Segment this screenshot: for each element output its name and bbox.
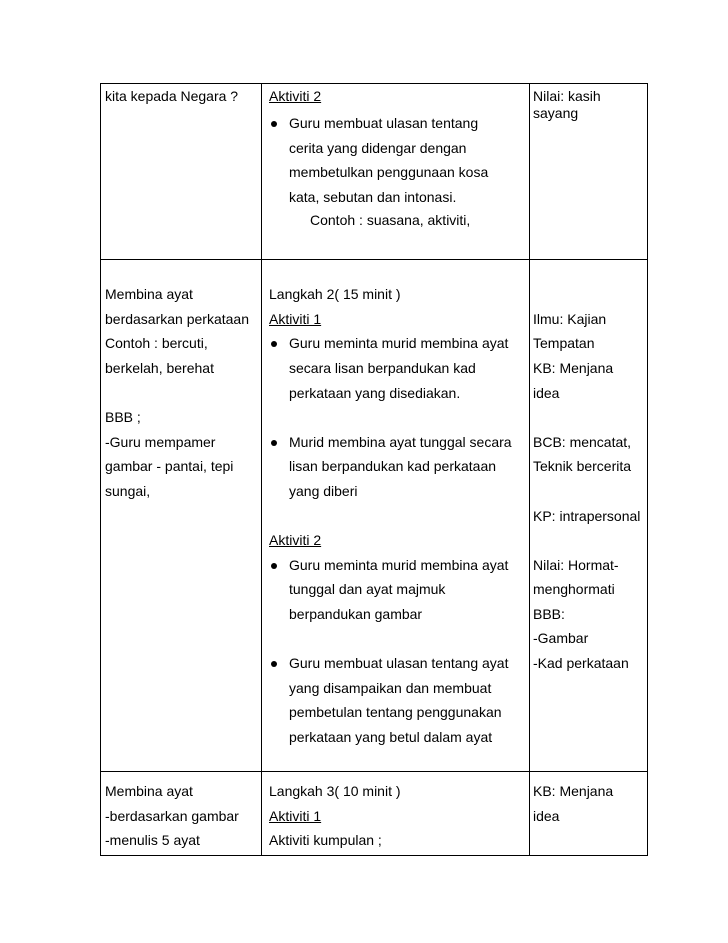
row2-col3-line: Tempatan bbox=[533, 335, 595, 351]
row2-col3-line: BBB: bbox=[533, 606, 565, 622]
row2-bullet-line: yang disampaikan dan membuat bbox=[289, 680, 492, 696]
table-border-left bbox=[100, 83, 101, 856]
row1-activity-heading: Aktiviti 2 bbox=[269, 88, 322, 104]
row2-col3-line: idea bbox=[533, 385, 560, 401]
row1-bullet-line: membetulkan penggunaan kosa bbox=[289, 164, 489, 180]
row2-col1-line: -Guru mempamer bbox=[105, 434, 216, 450]
row2-col1-line: Membina ayat bbox=[105, 286, 193, 302]
row1-bullet-line: cerita yang didengar dengan bbox=[289, 140, 467, 156]
row3-col3-line: KB: Menjana bbox=[533, 783, 614, 799]
row3-col1-line: -menulis 5 ayat bbox=[105, 832, 200, 848]
row3-col1-line: -berdasarkan gambar bbox=[105, 808, 239, 824]
row1-col3-line: sayang bbox=[533, 105, 579, 121]
row2-bullet-line: lisan berpandukan kad perkataan bbox=[289, 458, 497, 474]
row2-col3-line: Nilai: Hormat- bbox=[533, 557, 619, 573]
row2-bullet-line: pembetulan tentang penggunakan bbox=[289, 704, 502, 720]
row2-col3-line: KP: intrapersonal bbox=[533, 508, 641, 524]
row2-bullet-line: Guru meminta murid membina ayat bbox=[289, 557, 509, 573]
row2-bullet-line: berpandukan gambar bbox=[289, 606, 423, 622]
row2-bullet-line: Guru membuat ulasan tentang ayat bbox=[289, 655, 509, 671]
row1-bullet-line: Guru membuat ulasan tentang bbox=[289, 115, 479, 131]
row2-col3-line: KB: Menjana bbox=[533, 360, 614, 376]
lesson-plan-table bbox=[100, 83, 648, 856]
row-divider-1 bbox=[100, 259, 648, 260]
row1-col3-line: Nilai: kasih bbox=[533, 88, 601, 104]
row3-activity-text: Aktiviti kumpulan ; bbox=[269, 832, 382, 848]
row3-step-title: Langkah 3( 10 minit ) bbox=[269, 783, 401, 799]
row2-bullet-line: tunggal dan ayat majmuk bbox=[289, 581, 446, 597]
row2-col1-line: berkelah, berehat bbox=[105, 360, 214, 376]
row1-bullet-line: kata, sebutan dan intonasi. bbox=[289, 189, 457, 205]
table-border-top bbox=[100, 83, 648, 84]
row2-col3-line: menghormati bbox=[533, 581, 615, 597]
table-border-right bbox=[647, 83, 648, 856]
bullet-icon bbox=[271, 563, 277, 569]
row2-step-title: Langkah 2( 15 minit ) bbox=[269, 286, 401, 302]
bullet-icon bbox=[271, 121, 277, 127]
row3-col3-line: idea bbox=[533, 808, 560, 824]
column-divider-1 bbox=[261, 83, 262, 856]
row2-col1-line: Contoh : bercuti, bbox=[105, 335, 208, 351]
column-divider-2 bbox=[529, 83, 530, 856]
row2-col1-line: berdasarkan perkataan bbox=[105, 311, 249, 327]
row2-col3-line: BCB: mencatat, bbox=[533, 434, 632, 450]
row2-bullet-line: secara lisan berpandukan kad bbox=[289, 360, 476, 376]
row2-activity2-heading: Aktiviti 2 bbox=[269, 532, 322, 548]
table-border-bottom bbox=[100, 855, 648, 856]
row2-activity1-heading: Aktiviti 1 bbox=[269, 311, 322, 327]
row2-col1-line: sungai, bbox=[105, 483, 151, 499]
row2-col3-line: -Gambar bbox=[533, 630, 589, 646]
bullet-icon bbox=[271, 661, 277, 667]
row2-col1-line: gambar - pantai, tepi bbox=[105, 458, 234, 474]
row-divider-2 bbox=[100, 771, 648, 772]
bullet-icon bbox=[271, 341, 277, 347]
row2-col3-line: Ilmu: Kajian bbox=[533, 311, 607, 327]
row3-activity-heading: Aktiviti 1 bbox=[269, 808, 322, 824]
row2-col1-line: BBB ; bbox=[105, 409, 141, 425]
row2-bullet-line: Murid membina ayat tunggal secara bbox=[289, 434, 512, 450]
row1-example-line: Contoh : suasana, aktiviti, bbox=[310, 212, 471, 228]
bullet-icon bbox=[271, 440, 277, 446]
row2-col3-line: -Kad perkataan bbox=[533, 655, 629, 671]
row1-col1-line: kita kepada Negara ? bbox=[105, 88, 239, 104]
row2-bullet-line: perkataan yang disediakan. bbox=[289, 385, 461, 401]
row3-col1-line: Membina ayat bbox=[105, 783, 193, 799]
row2-bullet-line: perkataan yang betul dalam ayat bbox=[289, 729, 493, 745]
row2-bullet-line: yang diberi bbox=[289, 483, 358, 499]
row2-col3-line: Teknik bercerita bbox=[533, 458, 632, 474]
row2-bullet-line: Guru meminta murid membina ayat bbox=[289, 335, 509, 351]
